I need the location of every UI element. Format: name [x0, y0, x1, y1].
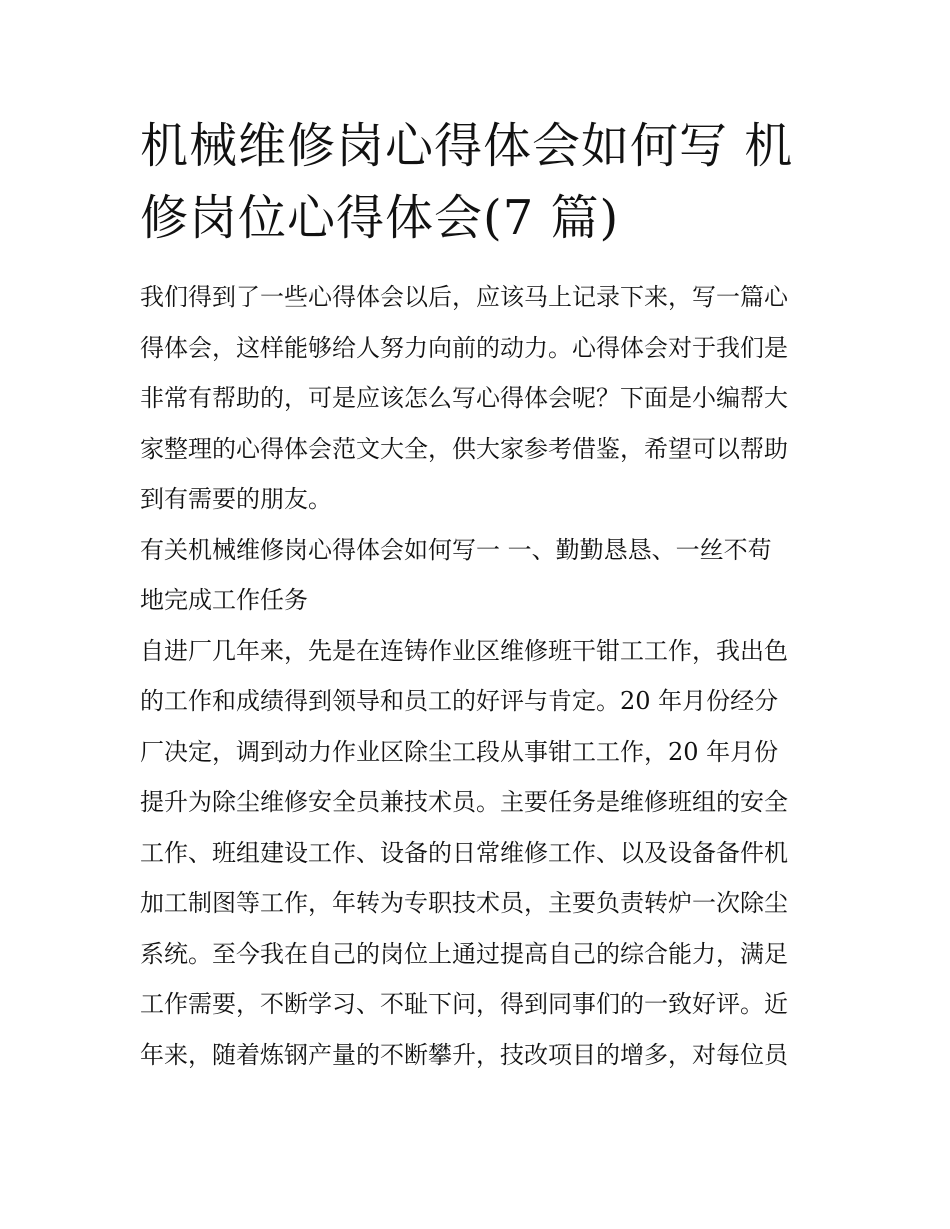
paragraph-line: 提升为除尘维修安全员兼技术员。主要任务是维修班组的安全	[140, 788, 788, 816]
paragraph-line: 工作、班组建设工作、设备的日常维修工作、以及设备备件机	[140, 838, 788, 867]
document-page	[140, 110, 820, 1080]
paragraph-line: 到有需要的朋友。	[140, 485, 332, 513]
title-line-2: 修岗位心得体会(7 篇)	[140, 190, 620, 246]
section-heading-paragraph	[140, 525, 820, 626]
paragraph-line: 得体会，这样能够给人努力向前的动力。心得体会对于我们是	[140, 333, 788, 362]
body-paragraph	[140, 626, 820, 1081]
paragraph-line: 有关机械维修岗心得体会如何写一 一、勤勤恳恳、一丝不苟	[140, 535, 772, 564]
paragraph-line: 厂决定，调到动力作业区除尘工段从事钳工工作，20 年月份	[140, 737, 779, 766]
paragraph-line: 的工作和成绩得到领导和员工的好评与肯定。20 年月份经分	[140, 687, 779, 715]
document-title	[140, 110, 820, 254]
paragraph-line: 加工制图等工作，年转为专职技术员，主要负责转炉一次除尘	[140, 889, 788, 917]
paragraph-line: 自进厂几年来，先是在连铸作业区维修班干钳工工作，我出色	[140, 636, 788, 665]
paragraph-line: 我们得到了一些心得体会以后，应该马上记录下来，写一篇心	[140, 283, 788, 311]
title-line-1: 机械维修岗心得体会如何写 机	[140, 118, 794, 174]
paragraph-line: 地完成工作任务	[140, 586, 308, 614]
paragraph-line: 非常有帮助的，可是应该怎么写心得体会呢？下面是小编帮大	[140, 384, 788, 412]
paragraph-line: 年来，随着炼钢产量的不断攀升，技改项目的增多，对每位员	[140, 1040, 788, 1069]
document-body	[140, 272, 820, 1080]
paragraph-line: 工作需要，不断学习、不耻下问，得到同事们的一致好评。近	[140, 990, 788, 1018]
intro-paragraph	[140, 272, 820, 525]
paragraph-line: 系统。至今我在自己的岗位上通过提高自己的综合能力，满足	[140, 939, 788, 968]
paragraph-line: 家整理的心得体会范文大全，供大家参考借鉴，希望可以帮助	[140, 434, 788, 463]
